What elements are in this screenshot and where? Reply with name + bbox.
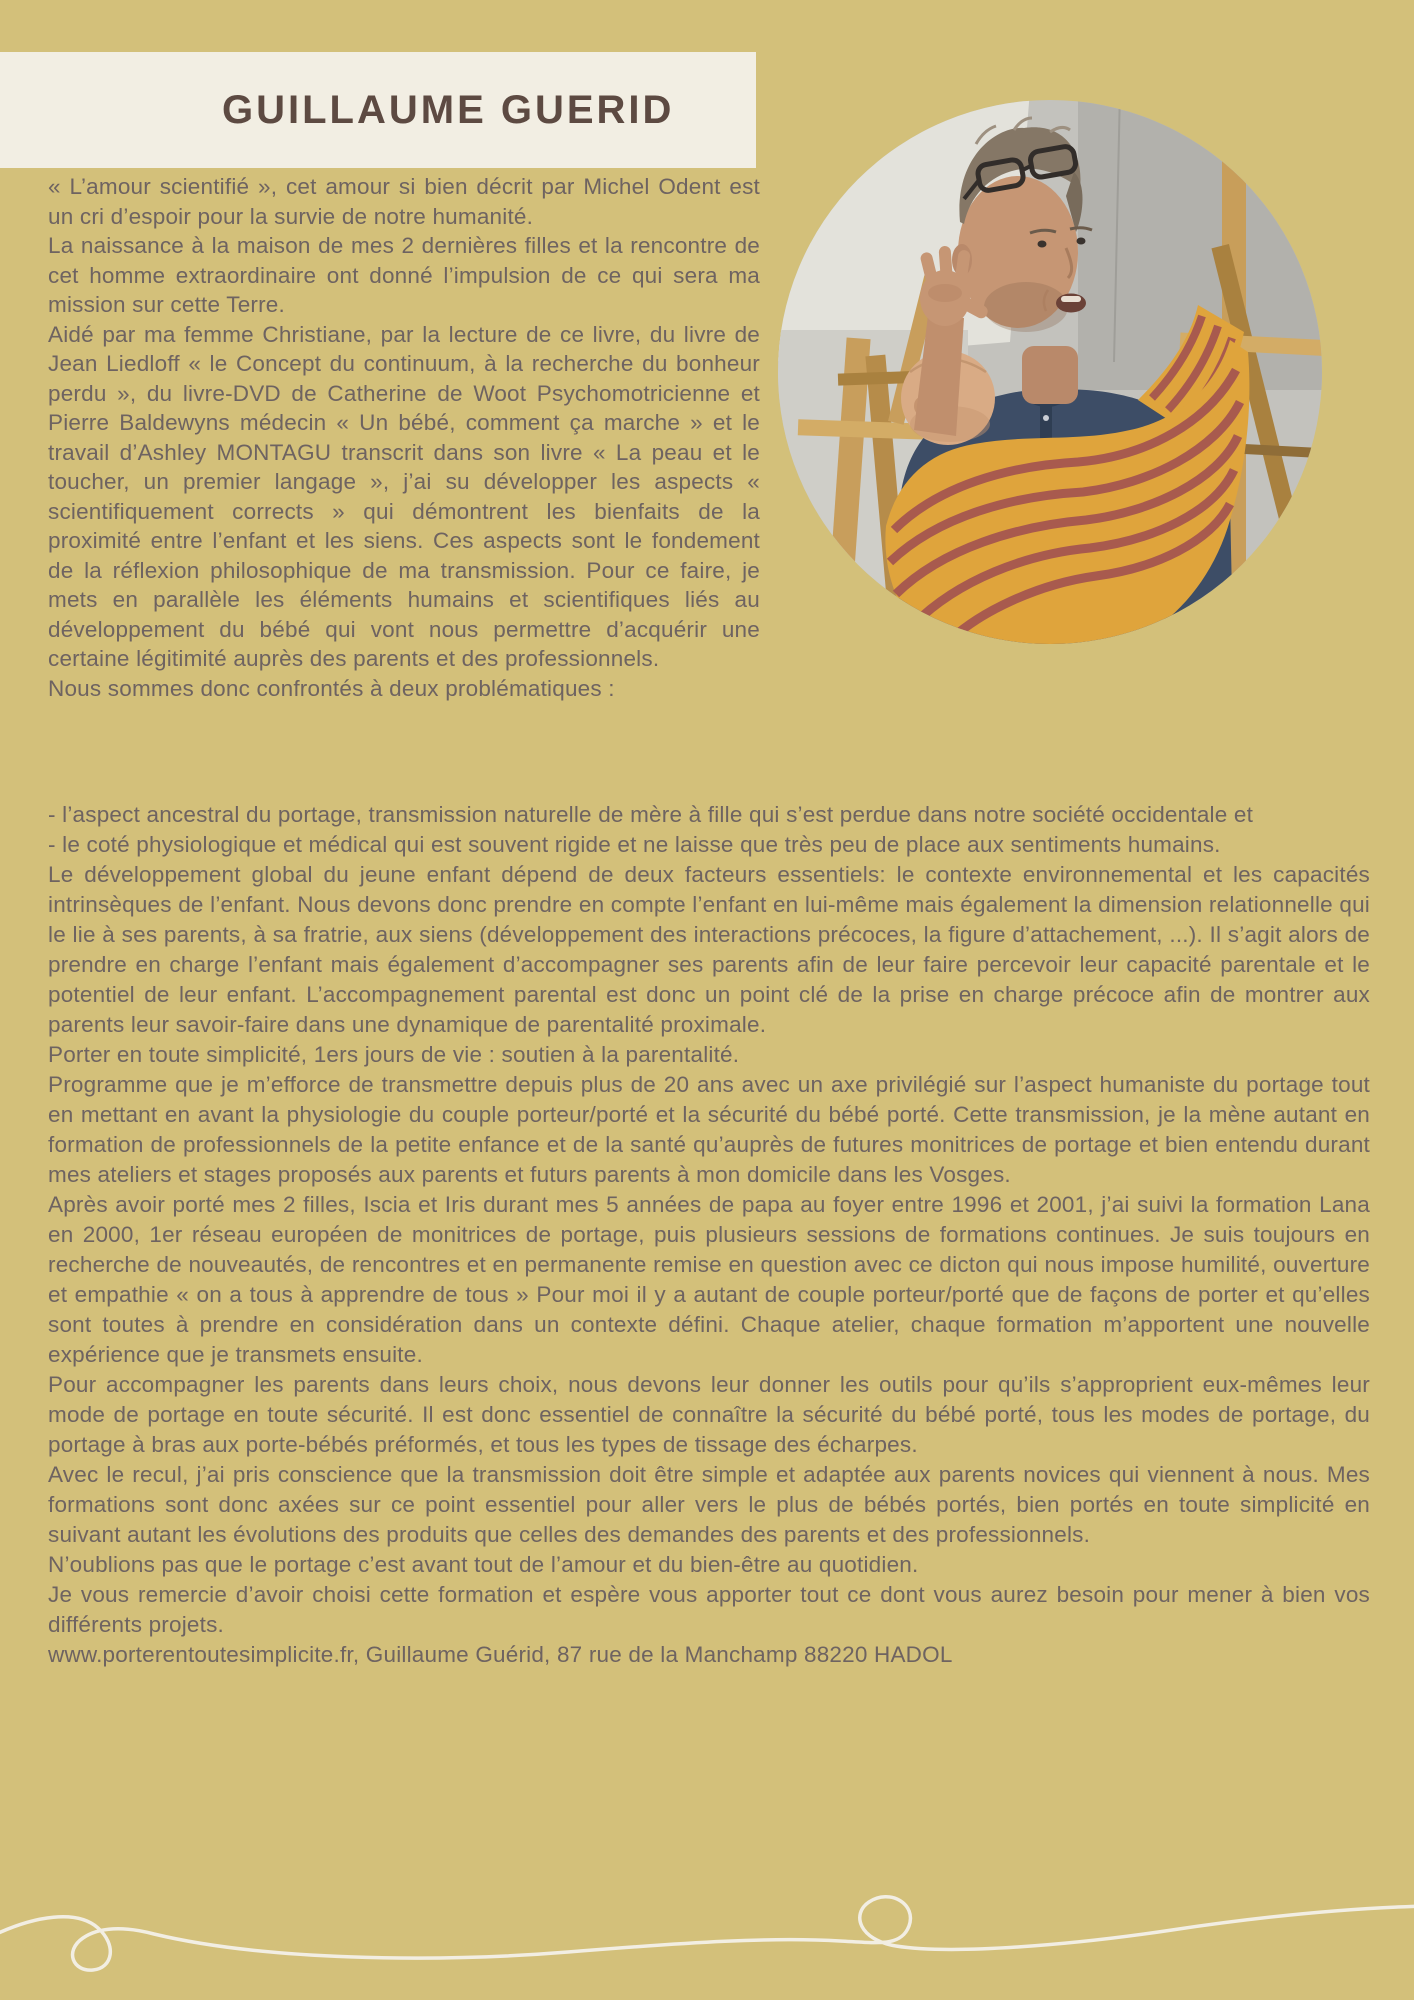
paragraph: Je vous remercie d’avoir choisi cette formation et espère vous apporter tout ce dont vous aurez besoin pour mener à bien vos différents projets. [48,1582,1370,1637]
profile-photo-illustration [778,100,1322,644]
paragraph: - le coté physiologique et médical qui est souvent rigide et ne laisse que très peu de place aux sentiments humains. [48,832,1221,857]
intro-text-column [48,172,760,703]
paragraph: Programme que je m’efforce de transmettre depuis plus de 20 ans avec un axe privilégié sur l’aspect humaniste du portage tout en mettant en avant la physiologie du couple porteur/porté et la sécurité du bébé porté. Cette transmission, je la mène autant en formation de professionnels de la petite enfance et de la santé qu’auprès de futures monitrices de portage et bien entendu durant mes ateliers et stages proposés aux parents et futurs parents à mon domicile dans les Vosges. [48,1072,1370,1187]
body-text [48,800,1370,1670]
website-address-line: www.porterentoutesimplicite.fr, Guillaume Guérid, 87 rue de la Manchamp 88220 HADOL [48,1642,953,1667]
paragraph: Aidé par ma femme Christiane, par la lecture de ce livre, du livre de Jean Liedloff « le Concept du continuum, à la recherche du bonheur perdu », du livre-DVD de Catherine de Woot Psychomotricienne et Pierre Baldewyns médecin « Un bébé, comment ça marche » et le travail d’Ashley MONTAGU transcrit dans son livre « La peau et le toucher, un premier langage », j’ai su développer les aspects « scientifiquement corrects » qui démontrent les bienfaits de la proximité entre l’enfant et les siens. Ces aspects sont le fondement de la réflexion philosophique de ma transmission. Pour ce faire, je mets en parallèle les éléments humains et scientifiques liés au développement du bébé qui vont nous permettre d’acquérir une certaine légitimité auprès des parents et des professionnels. [48,321,760,671]
paragraph: Pour accompagner les parents dans leurs choix, nous devons leur donner les outils pour qu’ils s’approprient eux-mêmes leur mode de portage en toute sécurité. Il est donc essentiel de connaître la sécurité du bébé porté, tous les modes de portage, du portage à bras aux porte-bébés préformés, et tous les types de tissage des écharpes. [48,1372,1370,1457]
paragraph: - l’aspect ancestral du portage, transmission naturelle de mère à fille qui s’est perdue dans notre société occidentale et [48,802,1254,827]
paragraph: N’oublions pas que le portage c’est avant tout de l’amour et du bien-être au quotidien. [48,1552,919,1577]
paragraph: « L’amour scientifié », cet amour si bien décrit par Michel Odent est un cri d’espoir pour la survie de notre humanité. [48,174,760,229]
paragraph: Après avoir porté mes 2 filles, Iscia et Iris durant mes 5 années de papa au foyer entre 1996 et 2001, j’ai suivi la formation Lana en 2000, 1er réseau européen de monitrices de portage, puis plusieurs sessions de formations continues. Je suis toujours en recherche de nouveautés, de rencontres et en permanente remise en question avec ce dicton qui nous impose humilité, ouverture et empathie « on a tous à apprendre de tous » Pour moi il y a autant de couple porteur/porté que de façons de porter et qu’elles sont toutes à prendre en considération dans un contexte défini. Chaque atelier, chaque formation m’apportent une nouvelle expérience que je transmets ensuite. [48,1192,1370,1367]
paragraph: La naissance à la maison de mes 2 dernières filles et la rencontre de cet homme extraordinaire ont donné l’impulsion de ce qui sera ma mission sur cette Terre. [48,233,760,317]
paragraph: Nous sommes donc confrontés à deux problématiques : [48,675,615,701]
page-title: GUILLAUME GUERID [222,88,675,132]
paragraph: Le développement global du jeune enfant dépend de deux facteurs essentiels: le contexte environnemental et les capacités intrinsèques de l’enfant. Nous devons donc prendre en compte l’enfant en lui-même mais également la dimension relationnelle qui le lie à ses parents, à sa fratrie, aux siens (développement des interactions précoces, la figure d’attachement, ...). Il s’agit alors de prendre en charge l’enfant mais également d’accompagner ses parents afin de leur faire percevoir leur capacité parentale et le potentiel de leur enfant. L’accompagnement parental est donc un point clé de la prise en charge précoce afin de montrer aux parents leur savoir-faire dans une dynamique de parentalité proximale. [48,862,1370,1037]
paragraph: Porter en toute simplicité, 1ers jours de vie : soutien à la parentalité. [48,1042,740,1067]
title-banner [0,52,756,168]
decorative-squiggle [0,1830,1414,2000]
paragraph: Avec le recul, j’ai pris conscience que la transmission doit être simple et adaptée aux parents novices qui viennent à nous. Mes formations sont donc axées sur ce point essentiel pour aller vers le plus de bébés portés, bien portés en toute simplicité en suivant autant les évolutions des produits que celles des demandes des parents et des professionnels. [48,1462,1370,1547]
profile-photo [778,100,1322,644]
